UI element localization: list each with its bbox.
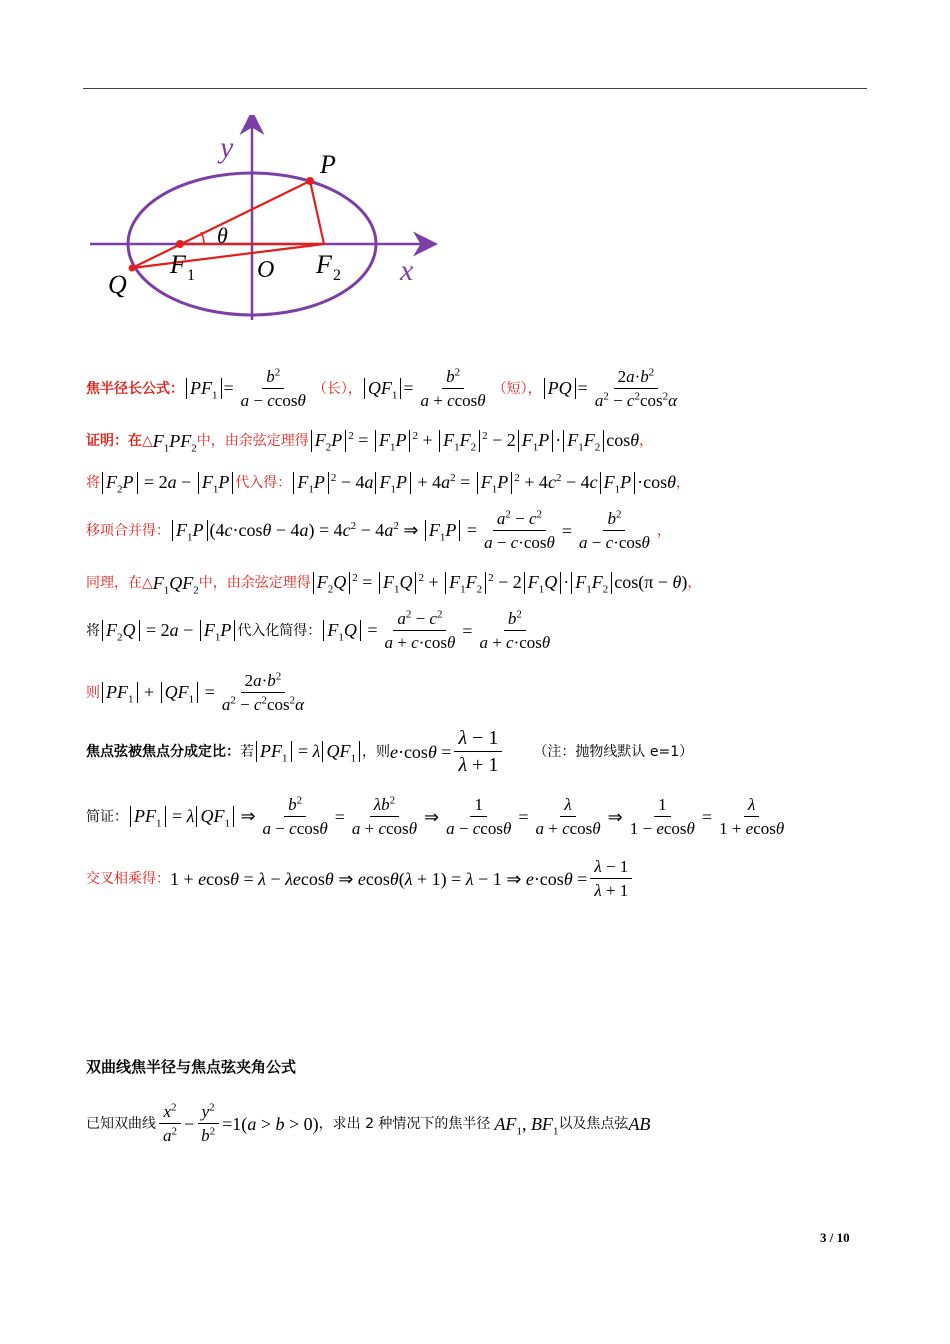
formula-line-hyperbola: 已知双曲线 $\frac{x^2}{a^2}$ − $\frac{y^2}{b^2}$ =1(a > b > 0) ，求出 2 种情况下的焦半径 $AF_1$, $BF_1$ 以及焦点弦 AB xyxy=(86,1101,651,1145)
point-P-label: P xyxy=(320,150,336,179)
axis-x-label: x xyxy=(400,254,414,287)
formula-line-8: 焦点弦被焦点分成定比： 若 $PF_1 = \lambda$ $QF_1$ ，则 e·cosθ = $\frac{\lambda - 1}{\lambda + 1}$ （注：抛物线默认 e=1） xyxy=(86,727,694,776)
formula-line-7: 则 $PF_1 + QF_1$ = $\frac{2a\cdot b^2}{a^2 - c^2\cos^2\alpha}$ xyxy=(86,670,305,714)
point-F2-label: F xyxy=(316,250,332,279)
note-parabola: （注：抛物线默认 e=1） xyxy=(533,743,694,760)
formula-line-2: 证明：在△ $F_1PF_2$ 中，由余弦定理得 $F_2P$ $^2 = F_1P$ $^2 + F_1F_2^2 - 2$ $F_1P \cdot F_1F_2$ cosθ ， xyxy=(86,430,654,455)
formula-line-3: 将 $F_2P = 2a - F_1P$ 代入得： $F_1P$ $^2$ − 4a $F_1P + 4a^2 = F_1P$ $^2 + 4c^2 - 4c$ $F_1P \cdot\cos\theta$ ， xyxy=(86,472,690,496)
axis-y-label: y xyxy=(220,131,234,164)
formula-line-5: 同理，在△ $F_1QF_2$ 中，由余弦定理得 $F_2Q$ $^2 = F_1Q$ $^2 + F_1F_2^2 - 2$ $F_1Q \cdot F_1F_2$ cos(π − θ) ， xyxy=(86,572,702,597)
formula-line-9: 简证： $PF_1 = \lambda$ $QF_1$ ⇒ $\frac{b^2}{a - ccos\theta}$ = $\frac{\lambda b^2}{a + ccos\theta}$ ⇒ $\frac{1}{a - ccos\theta}$ = $\frac{\lambda}{a + ccos\theta}$ ⇒ $\frac{1}{1 - ecos\theta}$ = $\frac{\lambda}{1 + ecos\theta}$ xyxy=(86,794,785,838)
point-P-dot xyxy=(306,177,314,185)
label-focal-radius: 焦半径长公式： xyxy=(86,380,184,397)
formula-line-6: 将 $F_2Q = 2a - F_1P$ 代入化简得： $F_1Q$ = $\frac{a^2 - c^2}{a + c\cdot\cos\theta}$ = $\frac{b^2}{a + c\cdot\cos\theta}$ xyxy=(86,608,551,652)
label-long: （长）， xyxy=(312,380,362,397)
label-proof: 证明：在△ xyxy=(86,432,153,449)
point-F1-label: F xyxy=(170,250,186,279)
point-F1-sub: 1 xyxy=(187,267,195,284)
header-rule xyxy=(83,88,867,89)
page-number: 3 / 10 xyxy=(820,1230,850,1245)
formula-line-4: 移项合并得： $F_1P$ $(4c\cdot\cos\theta - 4a) = 4c^2 - 4a^2$ ⇒ $F_1P$ = $\frac{a^2 - c^2}{a - c\cdot\cos\theta}$ = $\frac{b^2}{a - c\cdot\cos\theta}$ ， xyxy=(86,508,671,552)
point-Q-label: Q xyxy=(108,270,127,299)
segment-PF2 xyxy=(310,181,324,244)
angle-label: θ xyxy=(217,223,228,248)
ellipse-figure xyxy=(80,115,440,325)
formula-line-10: 交叉相乘得： 1 + ecosθ = λ − λecosθ ⇒ ecosθ(λ + 1) = λ − 1 ⇒ e·cosθ = $\frac{\lambda - 1}{\lambda + 1}$ xyxy=(86,858,635,899)
segment-QF2 xyxy=(132,244,324,268)
label-short: （短）， xyxy=(492,380,542,397)
formula-line-1: 焦半径长公式： $PF_1$ = $\frac{b^2}{a - ccos\theta}$ （长）， $QF_1$ = $\frac{b^2}{a + ccos\theta}$ （短）， PQ = $\frac{2a\cdot b^2}{a^2 - c^2\cos^2\alpha}$ xyxy=(86,366,678,410)
point-O-label: O xyxy=(257,257,275,283)
point-F1-dot xyxy=(176,240,184,248)
section-title: 双曲线焦半径与焦点弦夹角公式 xyxy=(86,1058,297,1076)
point-Q-dot xyxy=(129,265,136,272)
point-F2-sub: 2 xyxy=(333,267,341,284)
